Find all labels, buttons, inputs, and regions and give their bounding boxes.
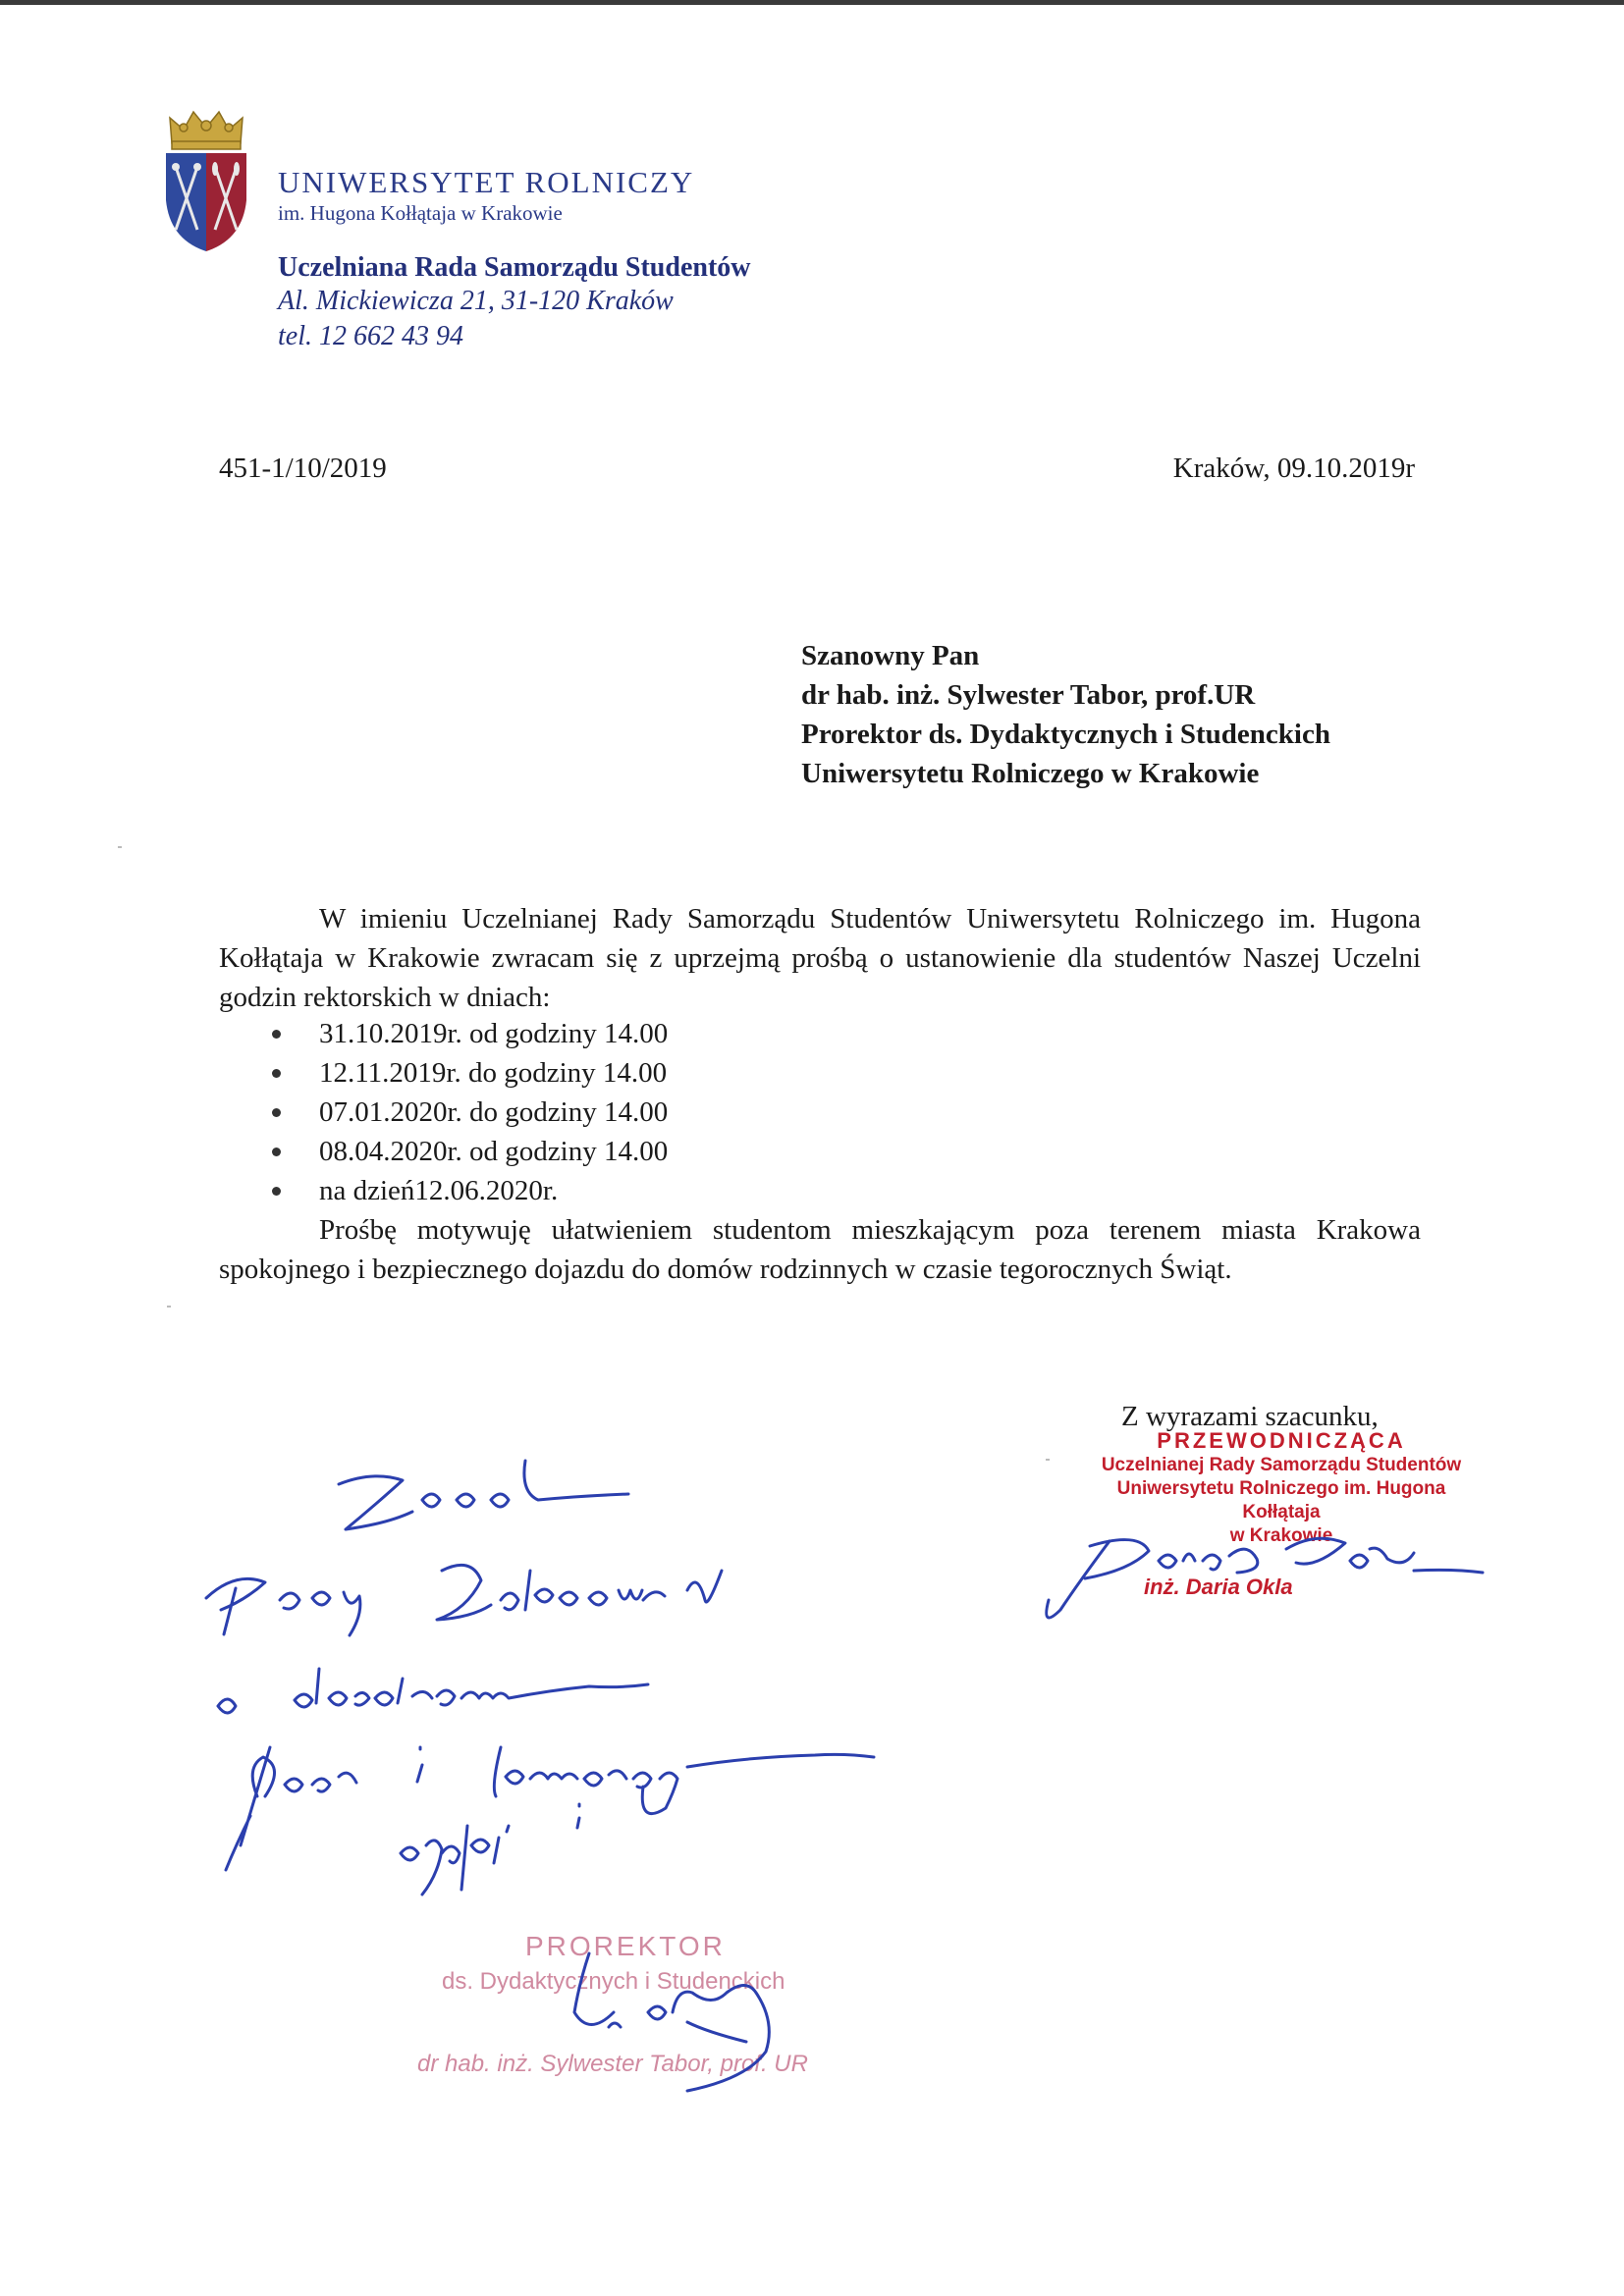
list-item: 12.11.2019r. do godziny 14.00 (270, 1053, 668, 1093)
addressee-position: Prorektor ds. Dydaktycznych i Studenckich (801, 719, 1330, 750)
organization-name: Uczelniana Rada Samorządu Studentów (278, 252, 751, 283)
body-paragraph-2: Prośbę motywuję ułatwieniem studentom mieszkającym poza terenem miasta Krakowa spokojnego i bezpiecznego dojazdu do domów rodzinnych w czasie tegorocznych Świąt. (219, 1214, 1421, 1285)
sender-stamp-line: Uczelnianej Rady Samorządu Studentów (1101, 1455, 1462, 1475)
sender-stamp-name: inż. Daria Okla (1144, 1575, 1293, 1599)
list-item: 08.04.2020r. od godziny 14.00 (270, 1132, 668, 1171)
list-item: 31.10.2019r. od godziny 14.00 (270, 1014, 668, 1053)
list-item: 07.01.2020r. do godziny 14.00 (270, 1093, 668, 1132)
organization-address: Al. Mickiewicza 21, 31-120 Kraków (278, 286, 674, 316)
addressee-block (801, 636, 1330, 793)
letter-date: Kraków, 09.10.2019r (1172, 453, 1415, 484)
scan-speck (1046, 1459, 1050, 1461)
sender-stamp-line: w Krakowie (1229, 1525, 1333, 1546)
reference-number: 451-1/10/2019 (219, 453, 387, 484)
university-crest-logo (162, 106, 250, 253)
handwritten-note (206, 1461, 874, 1895)
sender-stamp-title: PRZEWODNICZĄCA (1157, 1428, 1406, 1453)
closing-formula: Z wyrazami szacunku, (1121, 1401, 1379, 1432)
body-paragraph-1: W imieniu Uczelnianej Rady Samorządu Studentów Uniwersytetu Rolniczego im. Hugona Kołłątaja w Krakowie zwracam się z uprzejmą prośbą o ustanowienie dla studentów Naszej Uczelni godzin rektorskich w dniach: (219, 903, 1421, 1013)
scan-speck (118, 846, 122, 848)
sender-stamp-line: Uniwersytetu Rolniczego im. Hugona Kołłątaja (1116, 1478, 1446, 1522)
dates-list (270, 1014, 668, 1210)
organization-phone: tel. 12 662 43 94 (278, 321, 463, 351)
prorector-stamp-name: dr hab. inż. Sylwester Tabor, prof. UR (417, 2051, 808, 2077)
university-subtitle: im. Hugona Kołłątaja w Krakowie (278, 201, 563, 225)
addressee-name: dr hab. inż. Sylwester Tabor, prof.UR (801, 679, 1256, 711)
university-name: UNIWERSYTET ROLNICZY (278, 165, 695, 199)
sender-stamp (1080, 1428, 1483, 1548)
list-item: na dzień12.06.2020r. (270, 1171, 668, 1210)
addressee-salutation: Szanowny Pan (801, 640, 980, 671)
prorector-stamp-title: PROREKTOR (525, 1931, 726, 1961)
scan-edge (0, 0, 1624, 5)
addressee-institution: Uniwersytetu Rolniczego w Krakowie (801, 758, 1260, 789)
prorector-stamp-subtitle: ds. Dydaktycznych i Studenckich (442, 1968, 785, 1995)
scan-speck (167, 1306, 171, 1308)
